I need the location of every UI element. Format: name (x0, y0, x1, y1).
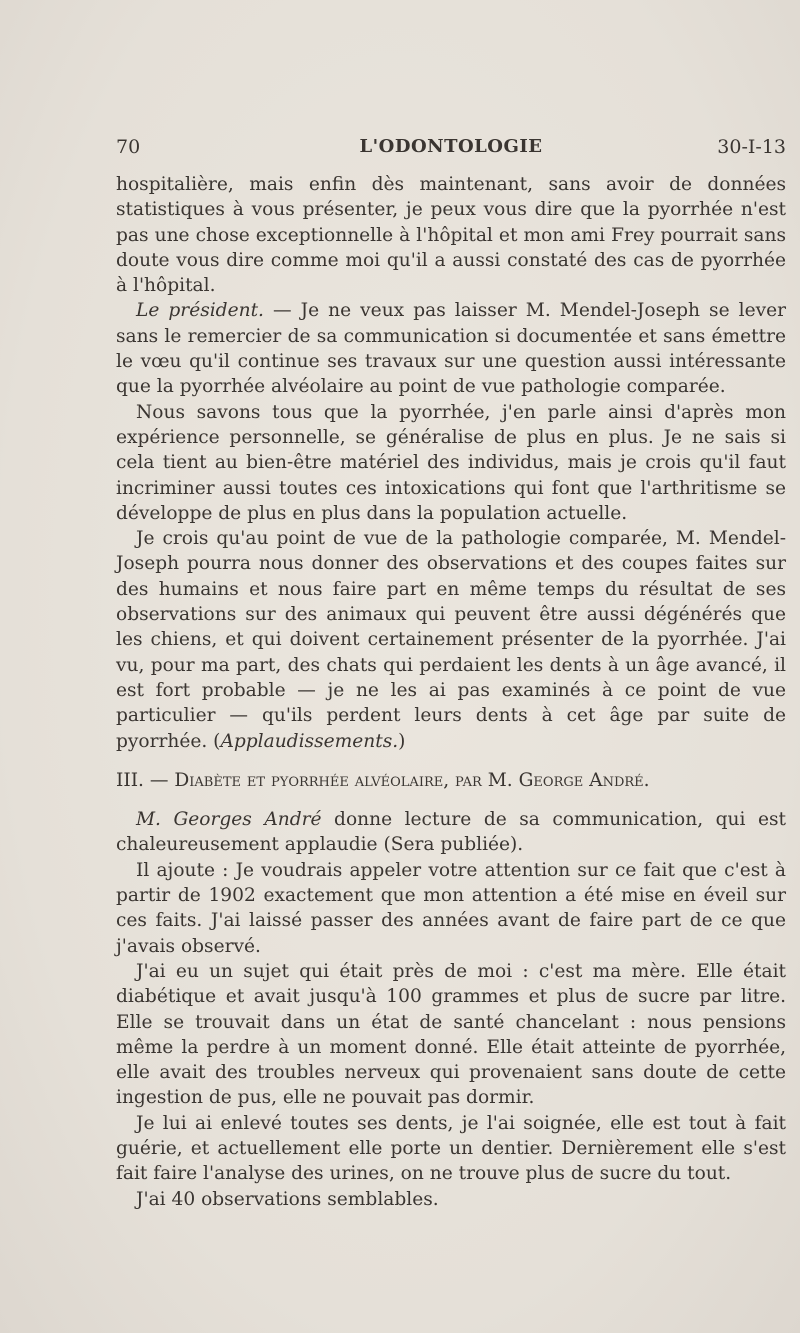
paragraph-4-text: Je crois qu'au point de vue de la pathologie comparée, M. Mendel-Joseph pourra nous donner des observations et des coupes faites sur des humains et nous faire part en même temps du résultat de ses observations sur des animaux qui peuvent être aussi dégénérés que les chiens, et qui doivent certainement présenter de la pyorrhée. J'ai vu, pour ma part, des chats qui perdaient les dents à un âge avancé, il est fort probable — je ne les ai pas examinés à ce point de vue particulier — qu'ils perdent leurs dents à cet âge par suite de pyorrhée. ( (116, 528, 786, 752)
paragraph-4 (116, 526, 786, 754)
paragraph-2 (116, 298, 786, 399)
paragraph-8: Je lui ai enlevé toutes ses dents, je l'ai soignée, elle est tout à fait guérie, et actuellement elle porte un dentier. Dernièrement elle s'est fait faire l'analyse des urines, on ne trouve plus de sucre du tout. (116, 1112, 786, 1185)
page-header (116, 136, 786, 166)
speaker-president: Le président. (136, 300, 264, 322)
paragraph-1: hospitalière, mais enfin dès maintenant, sans avoir de données statistiques à vous présenter, je peux vous dire que la pyorrhée n'est pas une chose exceptionnelle à l'hôpital et mon ami Frey pourrait sans doute vous dire comme moi qu'il a aussi constaté des cas de pyorrhée à l'hôpital. (116, 174, 786, 297)
paragraph-7: J'ai eu un sujet qui était près de moi : c'est ma mère. Elle était diabétique et avait jusqu'à 100 grammes et plus de sucre par litre. Elle se trouvait dans un état de santé chancelant : nous pensions même la perdre à un moment donné. Elle était atteinte de pyorrhée, elle avait des troubles nerveux qui provenaient sans doute de cette ingestion de pus, elle ne pouvait pas dormir. (116, 960, 786, 1109)
section-author: M. George André. (487, 769, 650, 791)
paragraph-5 (116, 807, 786, 858)
paragraph-6: Il ajoute : Je voudrais appeler votre attention sur ce fait que c'est à partir de 1902 exactement que mon attention a été mise en éveil sur ces faits. J'ai laissé passer des années avant de faire part de ce que j'avais observé. (116, 859, 786, 957)
page-number: 70 (116, 136, 141, 158)
section-heading (116, 768, 786, 793)
paragraph-3: Nous savons tous que la pyorrhée, j'en parle ainsi d'après mon expérience personnelle, se généralise de plus en plus. Je ne sais si cela tient au bien-être matériel des individus, mais je crois qu'il faut incriminer aussi toutes ces intoxications qui font que l'arthritisme se développe de plus en plus dans la population actuelle. (116, 401, 786, 524)
paragraph-4-close: ) (398, 730, 406, 752)
applause-note: Applaudissements. (220, 730, 399, 752)
running-title: L'ODONTOLOGIE (359, 136, 543, 157)
body-text (116, 172, 786, 1212)
paragraph-2-text: — Je ne veux pas laisser M. Mendel-Joseph se lever sans le remercier de sa communication si documentée et sans émettre le vœu qu'il continue ses travaux sur une question aussi intéressante que la pyorrhée alvéolaire au point de vue pathologie comparée. (116, 300, 787, 398)
speaker-andre: M. Georges André (136, 809, 322, 831)
paragraph-9: J'ai 40 observations semblables. (136, 1188, 439, 1210)
section-number: III. — (116, 769, 175, 791)
issue-date: 30-I-13 (717, 136, 786, 158)
paragraph-5-text: donne lecture de sa communication, qui est chaleureusement applaudie (Sera publiée). (116, 809, 786, 856)
section-title: Diabète et pyorrhée alvéolaire, par (174, 769, 488, 791)
